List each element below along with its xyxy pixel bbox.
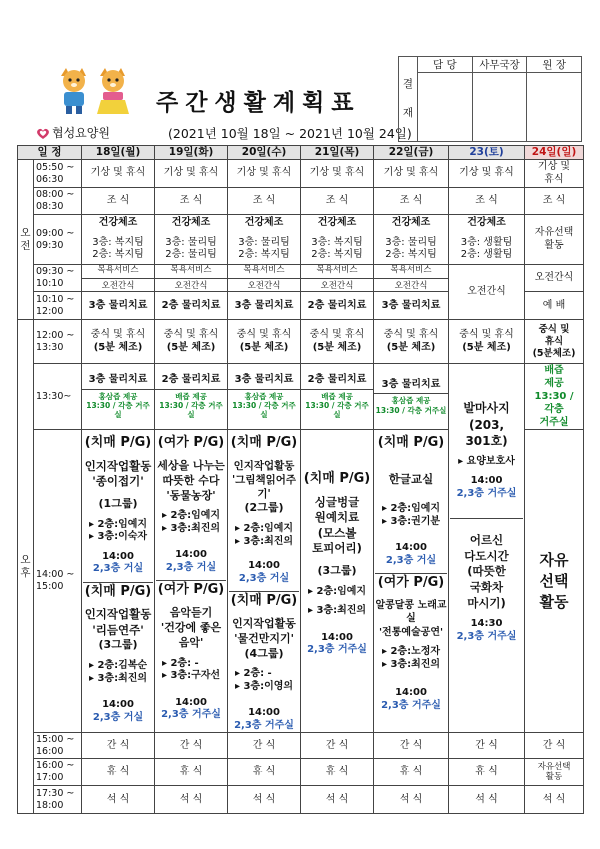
cell-sun-free-activity: 자유선택 활동 (525, 215, 584, 265)
approval-role-manager: 담 당 (418, 57, 473, 73)
mon-a-staff-2f: ▸ 2층:임예지 (88, 518, 148, 530)
fri-b-head: (여가 P/G) (377, 575, 445, 591)
exercise-teams: 3층: 복지팀 2층: 복지팀 (92, 236, 144, 261)
mon-b-head: (치매 P/G) (84, 583, 152, 599)
sun-drink-2: 제공 (544, 378, 564, 390)
mascot-girl-icon (97, 68, 129, 114)
thu-title: 싱글벙글 원예치료 (모스볼 토피어리) (312, 494, 362, 556)
mon-b-time: 14:00 (102, 699, 134, 711)
heart-logo-icon (36, 128, 50, 140)
exercise-teams: 3층: 물리팀 2층: 물리팀 (165, 236, 217, 261)
thu-staff-3f: ▸ 3층:최진의 (307, 605, 367, 617)
cell-sun-dinner: 석 식 (525, 786, 584, 814)
sat-tea-time-place: 2,3층 거주실 (456, 630, 517, 642)
period-morning: 오 전 (18, 160, 34, 320)
cell-sat-morning-snack: 오전간식 (449, 265, 525, 320)
lunch-exercise: (5분 체조) (386, 341, 436, 353)
time-1010: 10:10 ~ 12:00 (34, 292, 82, 320)
lunch-exercise: (5분 체조) (462, 341, 511, 353)
mon-a-place: 2,3층 거실 (92, 563, 144, 575)
cell-sat-snack: 간 식 (449, 733, 525, 759)
drink-label: 홍삼즙 제공 (98, 391, 138, 401)
exercise-title: 건강체조 (244, 217, 284, 229)
cell-sat-exercise (449, 215, 525, 265)
header-day-wed: 20일(수) (228, 146, 301, 160)
cell-tue-snack: 간 식 (155, 733, 228, 759)
mon-b-group: (3그룹) (98, 638, 138, 652)
tue-b-staff-2f: ▸ 2층: - (161, 657, 199, 669)
cell-tue-rest: 휴 식 (155, 759, 228, 786)
exercise-teams: 3층: 복지팀 2층: 복지팀 (311, 236, 363, 261)
morning-snack: 오전간식 (174, 280, 208, 291)
cell-fri-breakfast: 조 식 (374, 188, 449, 215)
thu-group: (3그룹) (317, 563, 357, 577)
lunch-label: 중식 및 휴식 (383, 329, 439, 341)
approval-role-secretary-general: 사무국장 (472, 57, 527, 73)
morning-snack: 오전간식 (394, 280, 428, 291)
bath-service: 목욕서비스 (390, 265, 432, 276)
sat-foot-massage-staff: ▸ 요양보호사 (458, 455, 515, 467)
cell-sun-drink (525, 364, 584, 430)
cell-sun-free-activity-evening: 자유선택 활동 (525, 759, 584, 786)
cell-sun-free-activity-pm: 자유 선택 활동 (525, 430, 584, 733)
mon-b-staff (89, 660, 147, 685)
cell-sat-wake: 기상 및 휴식 (449, 160, 525, 188)
fri-a-staff (382, 503, 440, 528)
lunch-exercise: (5분 체조) (166, 341, 216, 353)
wed-a-staff (235, 523, 293, 548)
cell-wed-exercise (228, 215, 301, 265)
date-range: (2021년 10월 18일 ~ 2021년 10월 24일) (168, 126, 412, 141)
header-day-thu: 21일(목) (301, 146, 374, 160)
sun-drink-4: 각층 (544, 404, 564, 416)
drink-place: 13:30 / 각층 거주실 (305, 400, 369, 420)
exercise-title: 건강체조 (467, 217, 506, 229)
tue-b-staff (162, 658, 220, 683)
tue-b-head: (여가 P/G) (157, 582, 225, 598)
cell-sun-worship: 예 배 (525, 292, 584, 320)
exercise-title: 건강체조 (171, 217, 211, 229)
cell-thu-wake: 기상 및 휴식 (301, 160, 374, 188)
approval-sign-manager[interactable] (418, 73, 473, 142)
wed-a-staff-3f: ▸ 3층:최진의 (234, 535, 294, 547)
cell-wed-breakfast: 조 식 (228, 188, 301, 215)
cell-fri-snack: 간 식 (374, 733, 449, 759)
mon-a-staff (89, 519, 147, 544)
cell-sat-programs (449, 364, 525, 733)
cell-sun-wake: 기상 및 휴식 (525, 160, 584, 188)
cell-wed-lunch (228, 320, 301, 364)
drink-place: 13:30 / 각층 거주실 (86, 400, 150, 420)
tue-a-staff-3f: ▸ 3층:최진의 (161, 522, 221, 534)
tue-b-title: 음악듣기 '건강에 좋은 음악' (160, 606, 222, 649)
cell-fri-therapy-pm (374, 364, 449, 430)
approval-sign-secretary-general[interactable] (472, 73, 527, 142)
cell-tue-dinner: 석 식 (155, 786, 228, 814)
approval-label-jae: 재 (402, 107, 414, 119)
mon-b-place: 2,3층 거실 (92, 711, 144, 723)
thu-head: (치매 P/G) (303, 471, 371, 487)
fri-a-time: 14:00 (395, 542, 427, 554)
wed-b-staff-3f: ▸ 3층:이영의 (234, 680, 294, 692)
mon-b-staff-2f: ▸ 2층:김복순 (88, 660, 148, 672)
exercise-teams: 3층: 물리팀 2층: 복지팀 (385, 236, 437, 261)
header-day-sat: 23(토) (449, 146, 525, 160)
mon-b-staff-3f: ▸ 3층:최진의 (88, 672, 148, 684)
morning-snack: 오전간식 (320, 280, 354, 291)
cell-fri-therapy-am: 3층 물리치료 (374, 292, 449, 320)
wed-a-place: 2,3층 거실 (238, 572, 290, 584)
drink-place: 13:30 / 각층 거주실 (375, 405, 447, 415)
mon-a-title: 인지작업활동 '종이접기' (84, 458, 152, 489)
drink-label: 배즙 제공 (321, 391, 353, 401)
cell-fri-rest: 휴 식 (374, 759, 449, 786)
wed-a-title: 인지작업활동 '그림책읽어주기' (231, 459, 297, 501)
exercise-title: 건강체조 (391, 217, 431, 229)
tue-a-staff-2f: ▸ 2층:임예지 (161, 510, 221, 522)
header-period: 일 정 (18, 146, 82, 160)
fri-b-staff-2f: ▸ 2층:노정자 (381, 646, 441, 658)
drink-place: 13:30 / 각층 거주실 (232, 400, 296, 420)
cell-wed-therapy-am: 3층 물리치료 (228, 292, 301, 320)
fri-b-place: 2,3층 거주실 (381, 699, 441, 711)
cell-sun-morning-snack: 오전간식 (525, 265, 584, 292)
time-0550: 05:50 ~ 06:30 (34, 160, 82, 188)
cell-thu-programs (301, 430, 374, 733)
fri-b-staff-3f: ▸ 3층:최진의 (381, 658, 441, 670)
therapy-label: 3층 물리치료 (88, 374, 148, 386)
cell-sat-dinner: 석 식 (449, 786, 525, 814)
cell-tue-bath-snack (155, 265, 228, 292)
cell-mon-bath-snack (82, 265, 155, 292)
sat-foot-massage-title: 발마사지 (203, 301호) (463, 401, 510, 448)
drink-label: 배즙 제공 (175, 391, 207, 401)
approval-sign-director[interactable] (527, 73, 582, 142)
cell-tue-exercise (155, 215, 228, 265)
fri-b-staff (382, 646, 440, 671)
weekly-schedule-table (17, 145, 584, 814)
cell-fri-lunch (374, 320, 449, 364)
facility-name: 협성요양원 (52, 126, 110, 140)
header-day-mon: 18일(월) (82, 146, 155, 160)
mon-a-head: (치매 P/G) (84, 435, 152, 451)
exercise-teams: 3층: 생활팀 2층: 생활팀 (460, 236, 513, 261)
wed-a-time: 14:00 (248, 560, 280, 572)
mon-a-time: 14:00 (102, 550, 134, 562)
fri-a-title: 한글교실 (388, 471, 434, 486)
fri-b-title: 알콩달콩 노래교실 '전통예술공연' (375, 599, 447, 638)
cell-thu-lunch (301, 320, 374, 364)
thu-time: 14:00 (321, 631, 353, 643)
exercise-title: 건강체조 (98, 217, 138, 229)
cell-tue-wake: 기상 및 휴식 (155, 160, 228, 188)
wed-a-head: (치매 P/G) (230, 435, 298, 451)
fri-b-time: 14:00 (395, 687, 427, 699)
time-1200: 12:00 ~ 13:30 (34, 320, 82, 364)
cell-fri-exercise (374, 215, 449, 265)
cell-wed-wake: 기상 및 휴식 (228, 160, 301, 188)
lunch-label: 중식 및 휴식 (459, 329, 514, 341)
approval-box (398, 56, 582, 142)
cell-wed-therapy-pm (228, 364, 301, 430)
cell-mon-therapy-am: 3층 물리치료 (82, 292, 155, 320)
cell-tue-lunch (155, 320, 228, 364)
wed-b-group: (4그룹) (244, 646, 284, 660)
cell-fri-programs (374, 430, 449, 733)
mascot-boy-icon (61, 68, 86, 114)
sun-drink-3: 13:30 / (534, 391, 574, 403)
lunch-label: 중식 및 휴식 (90, 329, 146, 341)
sat-tea-time-title: 어르신 다도시간 (따뜻한 국화차 마시기) (464, 533, 509, 610)
header-day-fri: 22일(금) (374, 146, 449, 160)
thu-place: 2,3층 거주실 (307, 644, 367, 656)
cell-mon-programs (82, 430, 155, 733)
fri-a-place: 2,3층 거실 (385, 554, 437, 566)
cell-sat-lunch (449, 320, 525, 364)
approval-label (399, 57, 418, 142)
cell-fri-dinner: 석 식 (374, 786, 449, 814)
cell-mon-therapy-pm (82, 364, 155, 430)
cell-thu-therapy-pm (301, 364, 374, 430)
facility-name-line (36, 124, 110, 141)
cell-sat-breakfast: 조 식 (449, 188, 525, 215)
morning-snack: 오전간식 (101, 280, 135, 291)
mon-a-group: (1그룹) (98, 496, 138, 510)
mon-a-staff-3f: ▸ 3층:이숙자 (88, 531, 148, 543)
time-0800: 08:00 ~ 08:30 (34, 188, 82, 215)
tue-a-head: (여가 P/G) (157, 435, 225, 451)
cell-mon-wake: 기상 및 휴식 (82, 160, 155, 188)
time-1600: 16:00 ~ 17:00 (34, 759, 82, 786)
cell-thu-rest: 휴 식 (301, 759, 374, 786)
cell-mon-lunch (82, 320, 155, 364)
cell-thu-exercise (301, 215, 374, 265)
therapy-label: 3층 물리치료 (234, 374, 294, 386)
lunch-label: 중식 및 휴식 (163, 329, 219, 341)
time-1330: 13:30~ (34, 364, 82, 430)
bath-service: 목욕서비스 (243, 265, 285, 276)
document-title: 주간생활계획표 (156, 90, 361, 116)
cell-wed-programs (228, 430, 301, 733)
cell-tue-breakfast: 조 식 (155, 188, 228, 215)
tue-b-time: 14:00 (175, 696, 207, 708)
lunch-label: 중식 및 휴식 (236, 329, 292, 341)
fri-a-staff-3f: ▸ 3층:권기분 (381, 515, 441, 527)
fri-a-head: (치매 P/G) (377, 435, 445, 451)
bath-service: 목욕서비스 (97, 265, 139, 276)
approval-role-director: 원 장 (527, 57, 582, 73)
lunch-exercise: (5분 체조) (93, 341, 143, 353)
time-1500: 15:00 ~ 16:00 (34, 733, 82, 759)
wed-b-title: 인지작업활동 '물건만지기' (232, 616, 296, 645)
wed-a-group: (2그룹) (244, 501, 284, 515)
mon-b-title: 인지작업활동 '리듬연주' (84, 607, 152, 637)
cell-mon-exercise (82, 215, 155, 265)
sat-foot-massage-place: 2,3층 거주실 (456, 487, 517, 499)
cell-fri-wake: 기상 및 휴식 (374, 160, 449, 188)
lunch-label: 중식 및 휴식 (309, 329, 365, 341)
cell-thu-dinner: 석 식 (301, 786, 374, 814)
cell-tue-therapy-pm (155, 364, 228, 430)
tue-b-place: 2,3층 거주실 (161, 709, 221, 721)
wed-b-staff (235, 668, 293, 693)
sun-drink-1: 배즙 (544, 365, 564, 377)
thu-staff-2f: ▸ 2층:임예지 (307, 585, 367, 597)
cell-wed-bath-snack (228, 265, 301, 292)
tue-a-time: 14:00 (175, 549, 207, 561)
cell-sun-breakfast: 조 식 (525, 188, 584, 215)
lunch-exercise: (5분 체조) (312, 341, 362, 353)
lunch-exercise: (5분 체조) (239, 341, 289, 353)
cell-wed-dinner: 석 식 (228, 786, 301, 814)
therapy-label: 3층 물리치료 (381, 378, 441, 390)
cell-wed-snack: 간 식 (228, 733, 301, 759)
cell-mon-breakfast: 조 식 (82, 188, 155, 215)
approval-label-gyeol: 결 (402, 78, 414, 91)
time-1730: 17:30 ~ 18:00 (34, 786, 82, 814)
cell-fri-bath-snack (374, 265, 449, 292)
sat-tea-time-time: 14:30 (470, 618, 503, 630)
cell-thu-therapy-am: 2층 물리치료 (301, 292, 374, 320)
time-1400: 14:00 ~ 15:00 (34, 430, 82, 733)
cell-wed-rest: 휴 식 (228, 759, 301, 786)
fri-a-staff-2f: ▸ 2층:임예지 (381, 503, 441, 515)
time-0900: 09:00 ~ 09:30 (34, 215, 82, 265)
cell-sun-lunch: 중식 및 휴식 (5분체조) (525, 320, 584, 364)
bath-service: 목욕서비스 (170, 265, 212, 276)
period-afternoon: 오 후 (18, 320, 34, 814)
wed-b-place: 2,3층 거주실 (234, 719, 294, 731)
cell-sun-snack: 간 식 (525, 733, 584, 759)
header-day-tue: 19일(화) (155, 146, 228, 160)
therapy-label: 2층 물리치료 (307, 374, 367, 386)
wed-b-head: (치매 P/G) (230, 593, 298, 609)
cell-sat-rest: 휴 식 (449, 759, 525, 786)
wed-b-time: 14:00 (248, 707, 280, 719)
tue-b-staff-3f: ▸ 3층:구자선 (161, 670, 221, 682)
time-0930: 09:30 ~ 10:10 (34, 265, 82, 292)
cell-tue-therapy-am: 2층 물리치료 (155, 292, 228, 320)
header-day-sun: 24일(일) (525, 146, 584, 160)
morning-snack: 오전간식 (247, 280, 281, 291)
cell-thu-breakfast: 조 식 (301, 188, 374, 215)
exercise-teams: 3층: 물리팀 2층: 복지팀 (238, 236, 290, 261)
exercise-title: 건강체조 (317, 217, 357, 229)
sat-foot-massage-time: 14:00 (470, 475, 503, 487)
bath-service: 목욕서비스 (316, 265, 358, 276)
cell-mon-dinner: 석 식 (82, 786, 155, 814)
drink-place: 13:30 / 각층 거주실 (159, 400, 223, 420)
drink-label: 홍삼즙 제공 (391, 396, 431, 406)
therapy-label: 2층 물리치료 (161, 374, 221, 386)
cell-tue-programs (155, 430, 228, 733)
sun-drink-5: 거주실 (539, 417, 569, 429)
tue-a-staff (162, 510, 220, 535)
mascot-illustration (55, 66, 135, 116)
cell-mon-snack: 간 식 (82, 733, 155, 759)
thu-staff (308, 586, 366, 618)
cell-mon-rest: 휴 식 (82, 759, 155, 786)
drink-label: 홍삼즙 제공 (244, 391, 284, 401)
cell-thu-bath-snack (301, 265, 374, 292)
tue-a-title: 세상을 나누는 따뜻한 수다 '동물농장' (157, 458, 225, 502)
wed-a-staff-2f: ▸ 2층:임예지 (234, 523, 294, 535)
cell-thu-snack: 간 식 (301, 733, 374, 759)
tue-a-place: 2,3층 거실 (165, 561, 217, 573)
wed-b-staff-2f: ▸ 2층: - (234, 668, 272, 680)
